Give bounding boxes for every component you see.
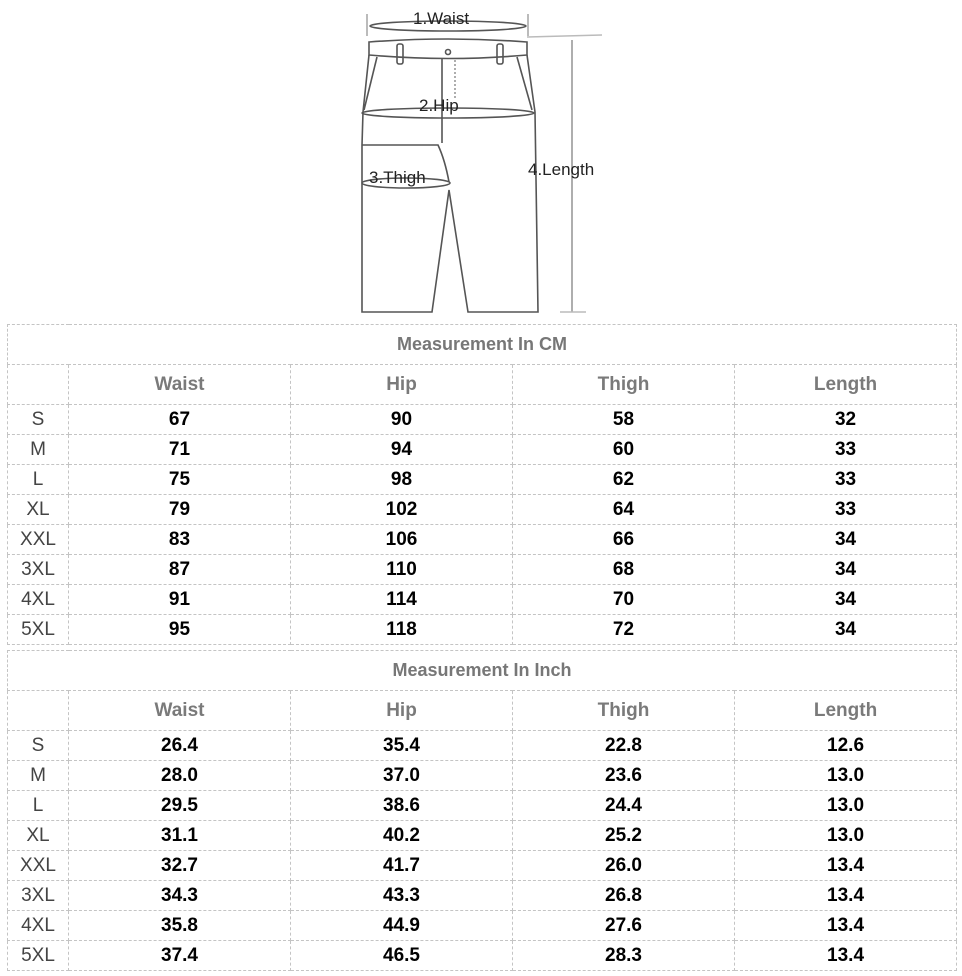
thigh-cell: 23.6 (513, 761, 735, 791)
hip-cell: 114 (291, 585, 513, 615)
length-cell: 32 (735, 405, 957, 435)
size-cell: XL (8, 495, 69, 525)
size-cell: L (8, 465, 69, 495)
waist-cell: 29.5 (69, 791, 291, 821)
size-cell: 3XL (8, 881, 69, 911)
length-cell: 13.4 (735, 881, 957, 911)
hip-cell: 35.4 (291, 731, 513, 761)
table-row (8, 761, 957, 791)
length-cell: 33 (735, 435, 957, 465)
size-cell: S (8, 731, 69, 761)
hip-cell: 110 (291, 555, 513, 585)
length-cell: 13.4 (735, 911, 957, 941)
table-title: Measurement In CM (8, 325, 957, 365)
waist-cell: 32.7 (69, 851, 291, 881)
size-table-inch (7, 650, 957, 971)
size-cell: 5XL (8, 615, 69, 645)
table-row (8, 585, 957, 615)
table-row (8, 911, 957, 941)
waist-cell: 26.4 (69, 731, 291, 761)
thigh-cell: 62 (513, 465, 735, 495)
length-cell: 34 (735, 525, 957, 555)
waist-cell: 79 (69, 495, 291, 525)
size-cell: 5XL (8, 941, 69, 971)
length-cell: 34 (735, 585, 957, 615)
hip-cell: 106 (291, 525, 513, 555)
hip-cell: 118 (291, 615, 513, 645)
size-table-cm (7, 324, 957, 645)
table-row (8, 465, 957, 495)
size-cell: XL (8, 821, 69, 851)
hip-cell: 94 (291, 435, 513, 465)
hip-cell: 41.7 (291, 851, 513, 881)
waist-cell: 35.8 (69, 911, 291, 941)
length-cell: 13.4 (735, 941, 957, 971)
thigh-cell: 25.2 (513, 821, 735, 851)
hip-cell: 37.0 (291, 761, 513, 791)
table-row (8, 791, 957, 821)
hip-cell: 40.2 (291, 821, 513, 851)
hip-cell: 90 (291, 405, 513, 435)
waist-cell: 83 (69, 525, 291, 555)
waist-cell: 71 (69, 435, 291, 465)
hip-cell: 43.3 (291, 881, 513, 911)
thigh-cell: 27.6 (513, 911, 735, 941)
thigh-cell: 24.4 (513, 791, 735, 821)
waist-cell: 31.1 (69, 821, 291, 851)
table-title: Measurement In Inch (8, 651, 957, 691)
waist-cell: 67 (69, 405, 291, 435)
column-header-size (8, 691, 69, 731)
hip-cell: 98 (291, 465, 513, 495)
waist-cell: 34.3 (69, 881, 291, 911)
column-header-hip: Hip (291, 691, 513, 731)
pants-measurement-diagram (350, 0, 620, 320)
column-header-thigh: Thigh (513, 365, 735, 405)
size-cell: M (8, 435, 69, 465)
waist-cell: 91 (69, 585, 291, 615)
waist-cell: 87 (69, 555, 291, 585)
thigh-cell: 26.8 (513, 881, 735, 911)
table-row (8, 435, 957, 465)
length-cell: 13.4 (735, 851, 957, 881)
size-cell: 3XL (8, 555, 69, 585)
size-cell: L (8, 791, 69, 821)
thigh-cell: 60 (513, 435, 735, 465)
table-row (8, 881, 957, 911)
column-header-length: Length (735, 691, 957, 731)
header-row (8, 691, 957, 731)
length-cell: 34 (735, 555, 957, 585)
waist-cell: 75 (69, 465, 291, 495)
size-cell: 4XL (8, 911, 69, 941)
table-row (8, 555, 957, 585)
size-cell: S (8, 405, 69, 435)
column-header-waist: Waist (69, 691, 291, 731)
waist-cell: 28.0 (69, 761, 291, 791)
table-row (8, 615, 957, 645)
table-row (8, 731, 957, 761)
column-header-size (8, 365, 69, 405)
size-cell: XXL (8, 851, 69, 881)
length-cell: 34 (735, 615, 957, 645)
table-row (8, 525, 957, 555)
hip-cell: 46.5 (291, 941, 513, 971)
thigh-cell: 22.8 (513, 731, 735, 761)
hip-cell: 38.6 (291, 791, 513, 821)
size-cell: M (8, 761, 69, 791)
thigh-cell: 68 (513, 555, 735, 585)
thigh-cell: 66 (513, 525, 735, 555)
length-cell: 33 (735, 465, 957, 495)
waist-cell: 95 (69, 615, 291, 645)
column-header-length: Length (735, 365, 957, 405)
thigh-cell: 72 (513, 615, 735, 645)
table-row (8, 495, 957, 525)
thigh-cell: 26.0 (513, 851, 735, 881)
thigh-cell: 70 (513, 585, 735, 615)
thigh-cell: 28.3 (513, 941, 735, 971)
length-cell: 33 (735, 495, 957, 525)
size-cell: 4XL (8, 585, 69, 615)
length-cell: 12.6 (735, 731, 957, 761)
waist-cell: 37.4 (69, 941, 291, 971)
column-header-waist: Waist (69, 365, 291, 405)
table-row (8, 821, 957, 851)
hip-cell: 102 (291, 495, 513, 525)
hip-label: 2.Hip (419, 96, 459, 115)
length-label: 4.Length (528, 160, 595, 179)
thigh-cell: 64 (513, 495, 735, 525)
length-cell: 13.0 (735, 791, 957, 821)
column-header-hip: Hip (291, 365, 513, 405)
column-header-thigh: Thigh (513, 691, 735, 731)
table-row (8, 405, 957, 435)
thigh-cell: 58 (513, 405, 735, 435)
table-row (8, 851, 957, 881)
length-cell: 13.0 (735, 761, 957, 791)
waist-label: 1.Waist (413, 9, 470, 28)
hip-cell: 44.9 (291, 911, 513, 941)
size-cell: XXL (8, 525, 69, 555)
length-cell: 13.0 (735, 821, 957, 851)
thigh-label: 3.Thigh (369, 168, 426, 187)
header-row (8, 365, 957, 405)
table-row (8, 941, 957, 971)
